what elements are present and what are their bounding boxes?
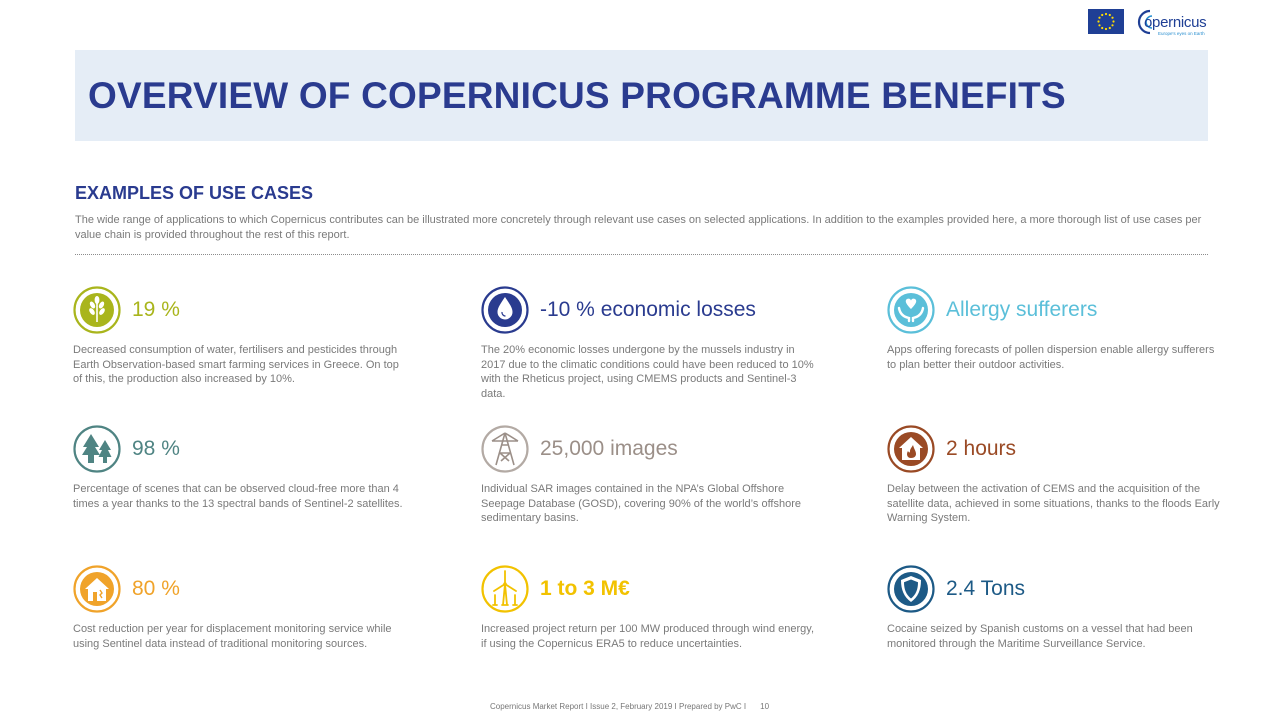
logo-tagline: Europe's eyes on Earth — [1158, 31, 1205, 36]
card-headline: -10 % economic losses — [540, 298, 756, 321]
section-heading: EXAMPLES OF USE CASES — [75, 183, 314, 203]
section-intro: The wide range of applications to which Copernicus contributes can be illustrated more concretely through relevant use cases on selected applications. In addition to the examples provided here, a more thorough list of use cases per value chain is provided throughout the rest of this report. — [75, 214, 1202, 241]
water-drop-icon — [481, 286, 529, 334]
card-headline: Allergy sufferers — [946, 298, 1098, 321]
card-headline: 98 % — [132, 437, 180, 460]
page-number: 10 — [760, 702, 770, 711]
oil-rig-icon — [481, 425, 529, 473]
dotted-divider — [75, 254, 1208, 255]
page-footer — [490, 702, 769, 711]
card-description: Percentage of scenes that can be observed cloud-free more than 4 times a year thanks to the 13 spectral bands of Sentinel-2 satellites. — [73, 483, 403, 510]
shield-icon — [887, 565, 935, 613]
page-title: OVERVIEW OF COPERNICUS PROGRAMME BENEFITS — [88, 75, 1066, 116]
title-band — [75, 50, 1208, 141]
card-description: Delay between the activation of CEMS and the acquisition of the satellite data, achieved in some situations, thanks to the floods Early Warning System. — [887, 483, 1220, 525]
card-headline: 19 % — [132, 298, 180, 321]
wind-turbine-icon — [481, 565, 529, 613]
card-description: Increased project return per 100 MW produced through wind energy, if using the Copernicus ERA5 to reduce uncertainties. — [481, 623, 815, 650]
logo-word: opernicus — [1144, 14, 1207, 31]
forest-trees-icon — [73, 425, 121, 473]
card-headline: 80 % — [132, 577, 180, 600]
card-description: Decreased consumption of water, fertilisers and pesticides through Earth Observation-based smart farming services in Greece. On top of this, the production also increased by 10%. — [73, 344, 399, 386]
damaged-house-icon — [73, 565, 121, 613]
card-headline: 1 to 3 M€ — [540, 577, 630, 600]
card-description: Individual SAR images contained in the NPA’s Global Offshore Seepage Database (GOSD), covering 90% of the world’s offshore sedimentary basins. — [481, 483, 801, 525]
wheat-icon — [73, 286, 121, 334]
card-headline: 2 hours — [946, 437, 1017, 460]
card-description: Cocaine seized by Spanish customs on a vessel that had been monitored through the Maritime Surveillance Service. — [887, 623, 1193, 650]
card-description: Apps offering forecasts of pollen dispersion enable allergy sufferers to plan better their outdoor activities. — [887, 344, 1215, 371]
card-headline: 2.4 Tons — [946, 577, 1026, 600]
card-description: Cost reduction per year for displacement monitoring service while using Sentinel data instead of traditional monitoring sources. — [73, 623, 392, 650]
card-headline: 25,000 images — [540, 437, 678, 460]
footer-text: Copernicus Market Report I Issue 2, February 2019 I Prepared by PwC I — [490, 702, 747, 711]
burning-house-icon — [887, 425, 935, 473]
hands-heart-icon — [887, 286, 935, 334]
logo-area — [1088, 9, 1208, 39]
card-description: The 20% economic losses undergone by the mussels industry in 2017 due to the climatic conditions could have been reduced to 10% with the Rheticus project, using CMEMS products and Sentinel-3 data. — [481, 344, 814, 400]
eu-flag-icon — [1088, 9, 1124, 34]
